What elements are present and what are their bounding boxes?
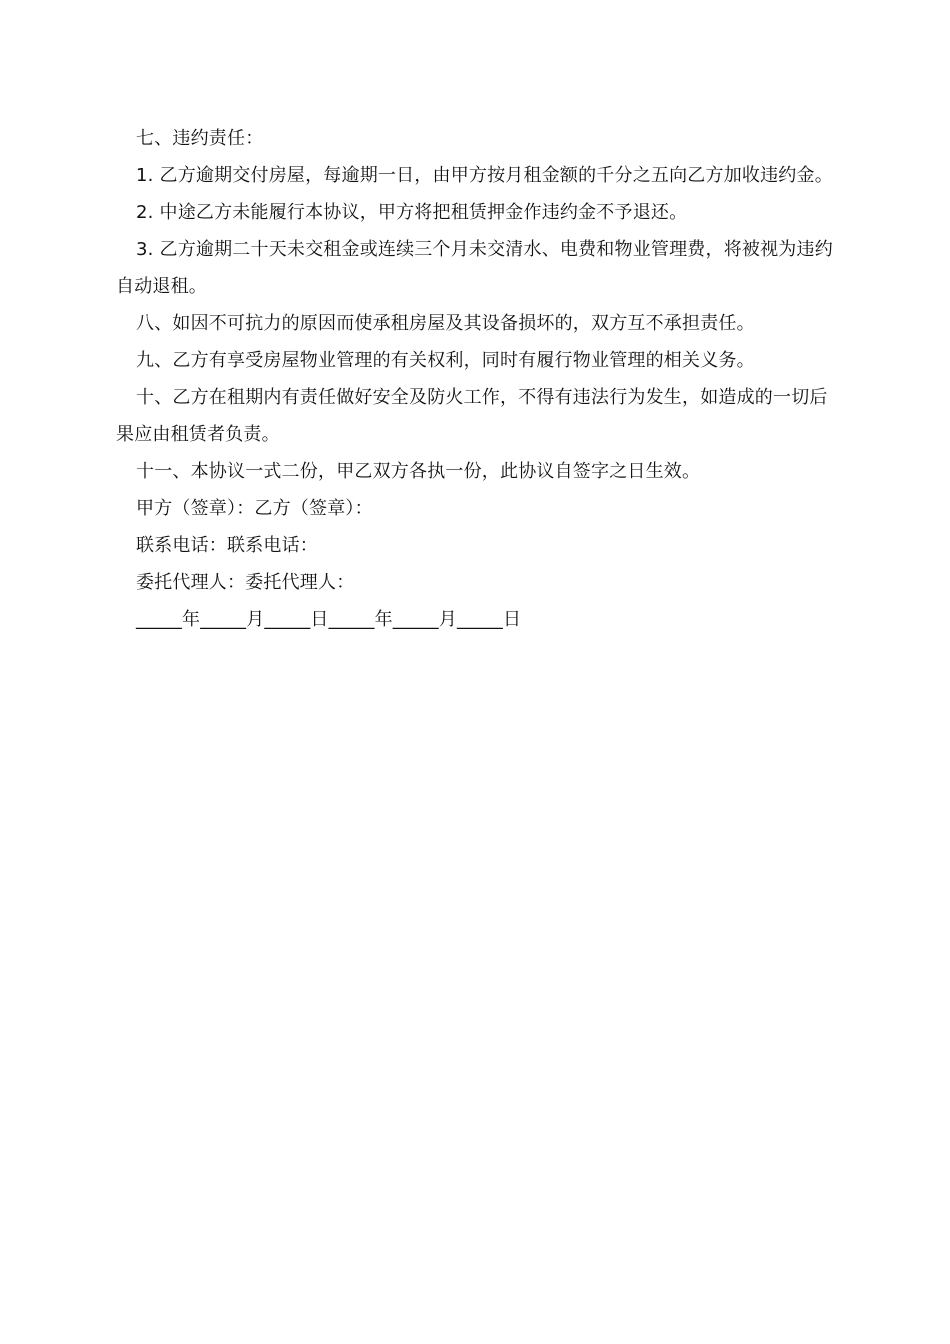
clause-7-item-3: 3. 乙方逾期二十天未交租金或连续三个月未交清水、电费和物业管理费，将被视为违约自动退租。 — [116, 239, 833, 297]
clause-7-heading: 七、违约责任： — [136, 128, 264, 149]
clause-11: 十一、本协议一式二份，甲乙双方各执一份，此协议自签字之日生效。 — [136, 461, 701, 482]
clause-8: 八、如因不可抗力的原因而使承租房屋及其设备损坏的，双方互不承担责任。 — [136, 313, 755, 334]
signature-agent-line: 委托代理人：委托代理人： — [136, 572, 355, 593]
document-body — [116, 120, 836, 638]
clause-10: 十、乙方在租期内有责任做好安全及防火工作，不得有违法行为发生，如造成的一切后果应由租赁者负责。 — [116, 387, 828, 445]
clause-7-item-1: 1. 乙方逾期交付房屋，每逾期一日，由甲方按月租金额的千分之五向乙方加收违约金。 — [136, 165, 833, 186]
signature-seal-line: 甲方（签章）：乙方（签章）： — [136, 498, 373, 519]
signature-phone-line: 联系电话：联系电话： — [136, 535, 318, 556]
clause-9: 九、乙方有享受房屋物业管理的有关权利，同时有履行物业管理的相关义务。 — [136, 350, 755, 371]
signature-date-line: _____年_____月_____日_____年_____月_____日 — [136, 609, 522, 630]
clause-7-item-2: 2. 中途乙方未能履行本协议，甲方将把租赁押金作违约金不予退还。 — [136, 202, 688, 223]
